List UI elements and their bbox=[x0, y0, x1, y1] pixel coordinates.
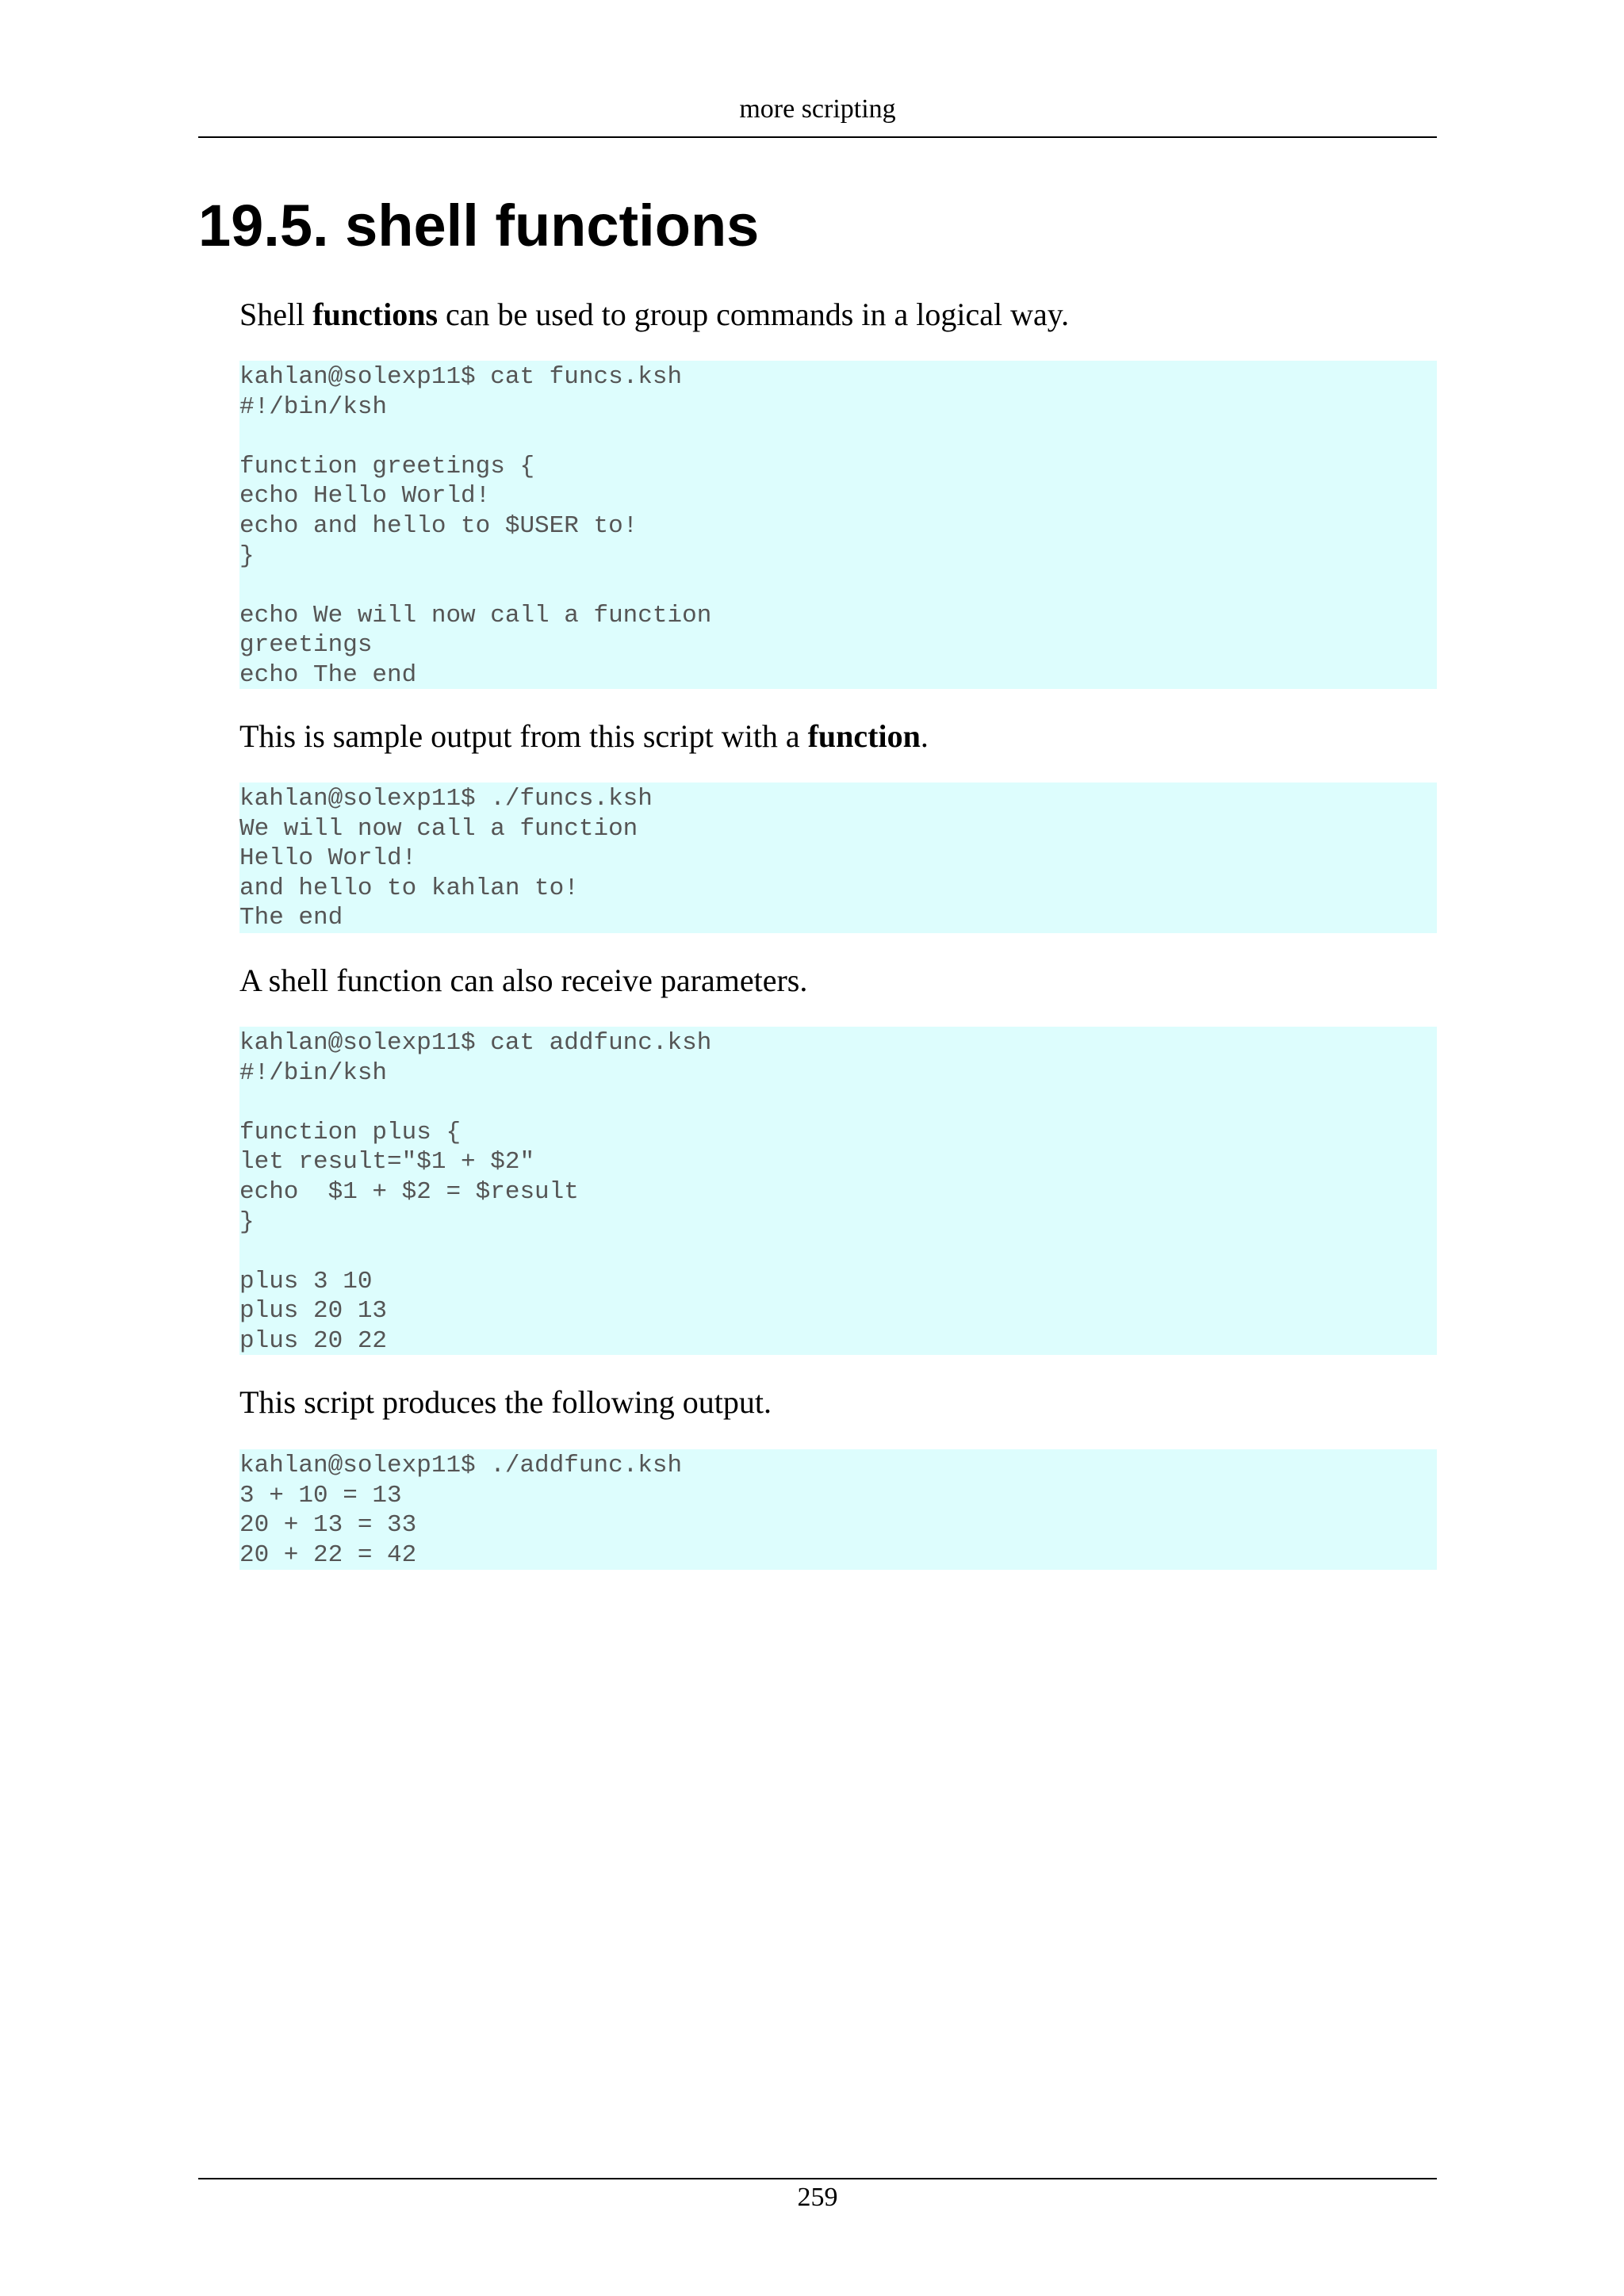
code-line: echo The end bbox=[239, 660, 417, 689]
code-line: 20 + 13 = 33 bbox=[239, 1511, 417, 1540]
code-line: kahlan@solexp11$ cat funcs.ksh bbox=[239, 363, 683, 391]
code-line: kahlan@solexp11$ ./funcs.ksh bbox=[239, 785, 653, 813]
code-line: greetings bbox=[239, 631, 373, 660]
code-line: plus 20 22 bbox=[239, 1326, 388, 1355]
code-line: function greetings { bbox=[239, 452, 535, 480]
code-line: echo We will now call a function bbox=[239, 601, 712, 629]
code-line: plus 3 10 bbox=[239, 1267, 373, 1295]
code-line: #!/bin/ksh bbox=[239, 1058, 388, 1087]
code-block-addfunc-output bbox=[239, 1449, 1437, 1570]
section-title: 19.5. shell functions bbox=[198, 193, 760, 258]
code-block-funcs-script bbox=[239, 361, 1437, 689]
para-bold-term: function bbox=[807, 718, 921, 754]
code-line: kahlan@solexp11$ cat addfunc.ksh bbox=[239, 1029, 712, 1057]
code-line: #!/bin/ksh bbox=[239, 392, 388, 421]
code-line: and hello to kahlan to! bbox=[239, 874, 579, 902]
code-line bbox=[239, 571, 1437, 601]
header-rule bbox=[198, 136, 1437, 138]
para-text: Shell bbox=[239, 297, 313, 332]
code-line: 20 + 22 = 42 bbox=[239, 1540, 417, 1569]
footer-rule bbox=[198, 2178, 1437, 2179]
para-bold-term: functions bbox=[312, 297, 439, 332]
code-line bbox=[239, 1088, 1437, 1118]
para-text: This is sample output from this script with a bbox=[239, 718, 808, 754]
code-line bbox=[239, 422, 1437, 452]
output-intro-paragraph bbox=[239, 717, 1437, 756]
code-line: The end bbox=[239, 904, 343, 932]
code-block-addfunc-script bbox=[239, 1027, 1437, 1355]
code-line: echo $1 + $2 = $result bbox=[239, 1177, 579, 1206]
code-line: function plus { bbox=[239, 1118, 462, 1146]
code-line bbox=[239, 1237, 1437, 1267]
code-line: 3 + 10 = 13 bbox=[239, 1481, 402, 1510]
code-line: We will now call a function bbox=[239, 814, 638, 843]
page-number: 259 bbox=[797, 2183, 838, 2212]
code-line: } bbox=[239, 1207, 255, 1236]
code-line: echo Hello World! bbox=[239, 482, 491, 511]
para-text: . bbox=[920, 718, 929, 754]
code-block-funcs-output bbox=[239, 783, 1437, 933]
para-text: can be used to group commands in a logical way. bbox=[438, 297, 1070, 332]
running-header: more scripting bbox=[739, 94, 896, 124]
intro-paragraph bbox=[239, 295, 1437, 335]
code-line: kahlan@solexp11$ ./addfunc.ksh bbox=[239, 1452, 683, 1479]
code-line: plus 20 13 bbox=[239, 1297, 388, 1326]
para-text: This script produces the following output. bbox=[239, 1384, 772, 1420]
code-line: echo and hello to $USER to! bbox=[239, 511, 638, 540]
parameters-paragraph bbox=[239, 961, 1437, 1001]
addfunc-output-paragraph bbox=[239, 1383, 1437, 1422]
code-line: } bbox=[239, 541, 255, 570]
para-text: A shell function can also receive parameters. bbox=[239, 962, 808, 998]
code-line: let result="$1 + $2" bbox=[239, 1148, 535, 1177]
code-line: Hello World! bbox=[239, 844, 417, 873]
